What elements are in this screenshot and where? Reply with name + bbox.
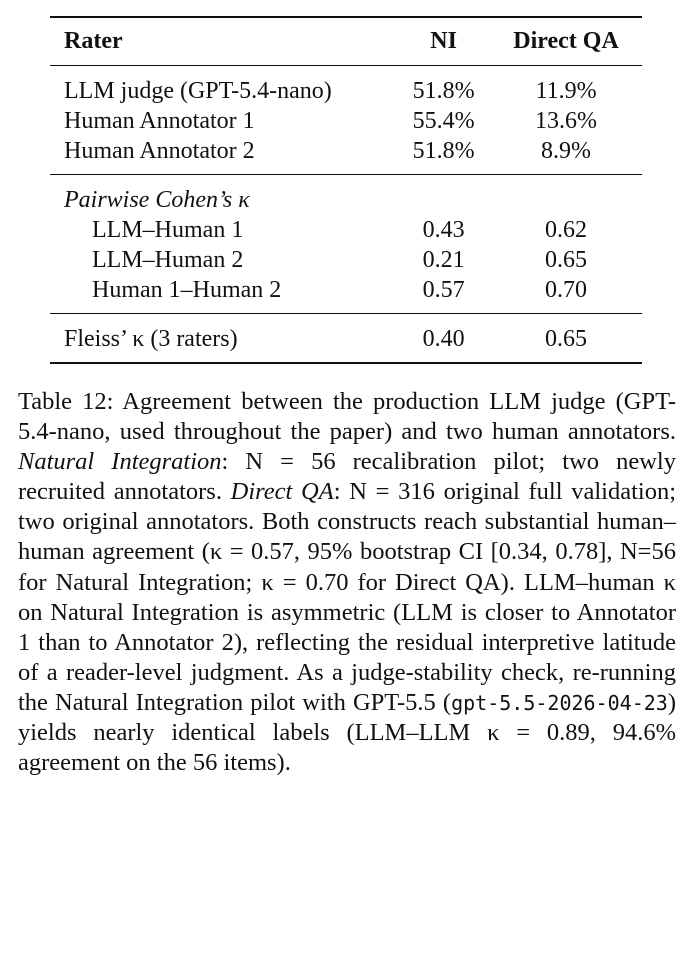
caption-text: : N = 316 original full validation; two original annotators. Both constructs reach substantial human–human agreement (κ = 0.57, 95% bootstrap CI [0.34, 0.78], N=56 for Natural Integration; κ = 0.70 for Direct QA). LLM–human κ on Natural Integration is asymmetric (LLM is closer to Annotator 1 than to Annotator 2), reflecting the residual interpretive latitude of a reader-level judgment. As a judge-stability check, re-running the Natural Integration pilot with GPT-5.5 ( — [18, 478, 677, 716]
pair-name: LLM–Human 1 — [92, 217, 244, 243]
header-ni: NI — [430, 28, 457, 54]
dqa-value: 0.65 — [545, 247, 588, 273]
ni-value: 51.8% — [397, 66, 490, 107]
rater-name: LLM judge (GPT-5.4-nano) — [50, 66, 397, 107]
rater-name: Human Annotator 1 — [64, 108, 255, 134]
fleiss-row — [50, 314, 642, 364]
caption-text: ) yields nearly identical labels (LLM–LLM κ = 0.89, 94.6% agreement on the 56 items). — [18, 688, 676, 777]
caption-emphasis: Natural Integration — [18, 448, 222, 476]
pair-name: LLM–Human 2 — [92, 247, 244, 273]
caption-code: gpt-5.5-2026-04-23 — [451, 690, 668, 715]
ni-value: 0.43 — [422, 217, 465, 243]
table-row — [50, 245, 642, 275]
empty-cell — [490, 175, 642, 216]
fleiss-label: Fleiss’ κ (3 raters) — [50, 314, 397, 364]
ni-value: 0.57 — [422, 277, 465, 303]
table-row — [50, 136, 642, 175]
table-header-row — [50, 17, 642, 66]
results-table-container — [50, 16, 642, 364]
dqa-value: 0.62 — [545, 217, 588, 243]
table-row — [50, 66, 642, 107]
pairwise-heading: Pairwise Cohen’s κ — [50, 175, 397, 216]
table-row — [50, 275, 642, 314]
header-rater: Rater — [64, 28, 123, 54]
table-caption — [18, 387, 676, 778]
ni-value: 0.40 — [397, 314, 490, 364]
pairwise-heading-row — [50, 175, 642, 216]
header-direct-qa: Direct QA — [513, 28, 619, 54]
table-row — [50, 215, 642, 245]
table-row — [50, 106, 642, 136]
caption-emphasis: Direct QA — [230, 478, 334, 506]
dqa-value: 0.70 — [545, 277, 588, 303]
agreement-table — [50, 16, 642, 364]
dqa-value: 8.9% — [541, 138, 592, 164]
ni-value: 51.8% — [412, 138, 475, 164]
dqa-value: 11.9% — [490, 66, 642, 107]
ni-value: 0.21 — [422, 247, 465, 273]
dqa-value: 13.6% — [535, 108, 598, 134]
empty-cell — [397, 175, 490, 216]
pair-name: Human 1–Human 2 — [92, 277, 282, 303]
caption-text: : N = 56 recalibration pilot; two newly recruited annotators. — [18, 448, 676, 506]
caption-text: Table 12: Agreement between the production LLM judge (GPT-5.4-nano, used throughout the paper) and two human annotators. — [18, 388, 676, 446]
dqa-value: 0.65 — [490, 314, 642, 364]
rater-name: Human Annotator 2 — [64, 138, 255, 164]
ni-value: 55.4% — [412, 108, 475, 134]
